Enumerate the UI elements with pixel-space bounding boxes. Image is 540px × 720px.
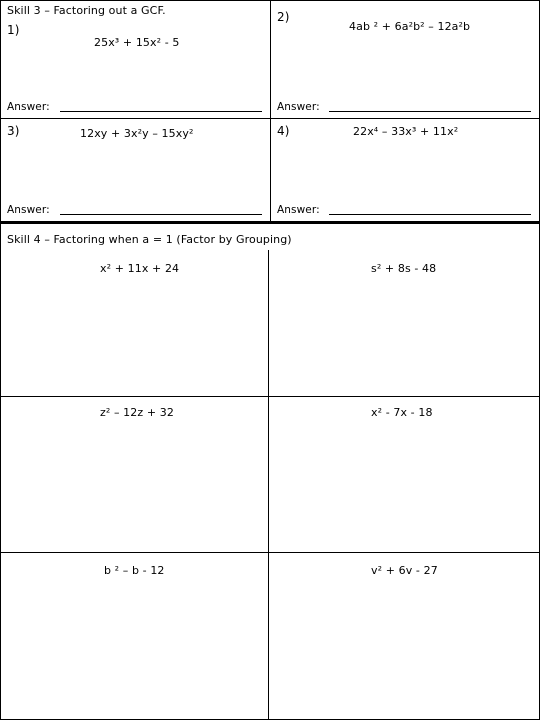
work-area-2[interactable] [270, 280, 538, 395]
problem-2-answer-line[interactable] [329, 111, 531, 112]
problem-3-answer-line[interactable] [60, 214, 262, 215]
problem-1-answer-label: Answer: [7, 101, 50, 113]
problem-4-answer-line[interactable] [329, 214, 531, 215]
skill4-row-divider-2 [0, 552, 540, 553]
work-area-6[interactable] [270, 582, 538, 718]
problem-1-number: 1) [7, 23, 20, 37]
grouping-problem-2: s² + 8s - 48 [371, 262, 437, 275]
problem-4-number: 4) [277, 124, 290, 138]
grouping-problem-4: x² - 7x - 18 [371, 406, 433, 419]
skill3-column-divider [270, 0, 271, 222]
work-area-3[interactable] [1, 424, 267, 551]
problem-4-answer-label: Answer: [277, 204, 320, 216]
skill4-row-divider-1 [0, 396, 540, 397]
work-area-1[interactable] [1, 280, 267, 395]
section-divider [0, 221, 540, 224]
problem-3-answer-label: Answer: [7, 204, 50, 216]
grouping-problem-5: b ² – b - 12 [104, 564, 165, 577]
problem-1-expression: 25x³ + 15x² - 5 [94, 36, 180, 49]
grouping-problem-6: v² + 6v - 27 [371, 564, 438, 577]
problem-2-number: 2) [277, 10, 290, 24]
problem-2-answer-label: Answer: [277, 101, 320, 113]
skill4-title: Skill 4 – Factoring when a = 1 (Factor by Grouping) [7, 233, 292, 246]
grouping-problem-3: z² – 12z + 32 [100, 406, 174, 419]
work-area-4[interactable] [270, 424, 538, 551]
skill3-row-divider [0, 118, 540, 119]
problem-2-expression: 4ab ² + 6a²b² – 12a²b [349, 20, 471, 33]
problem-3-number: 3) [7, 124, 20, 138]
problem-4-expression: 22x⁴ – 33x³ + 11x² [353, 125, 459, 138]
skill4-column-divider [268, 250, 269, 720]
grouping-problem-1: x² + 11x + 24 [100, 262, 180, 275]
problem-1-answer-line[interactable] [60, 111, 262, 112]
problem-3-expression: 12xy + 3x²y – 15xy² [80, 127, 194, 140]
skill3-title: Skill 3 – Factoring out a GCF. [7, 4, 166, 17]
work-area-5[interactable] [1, 582, 267, 718]
